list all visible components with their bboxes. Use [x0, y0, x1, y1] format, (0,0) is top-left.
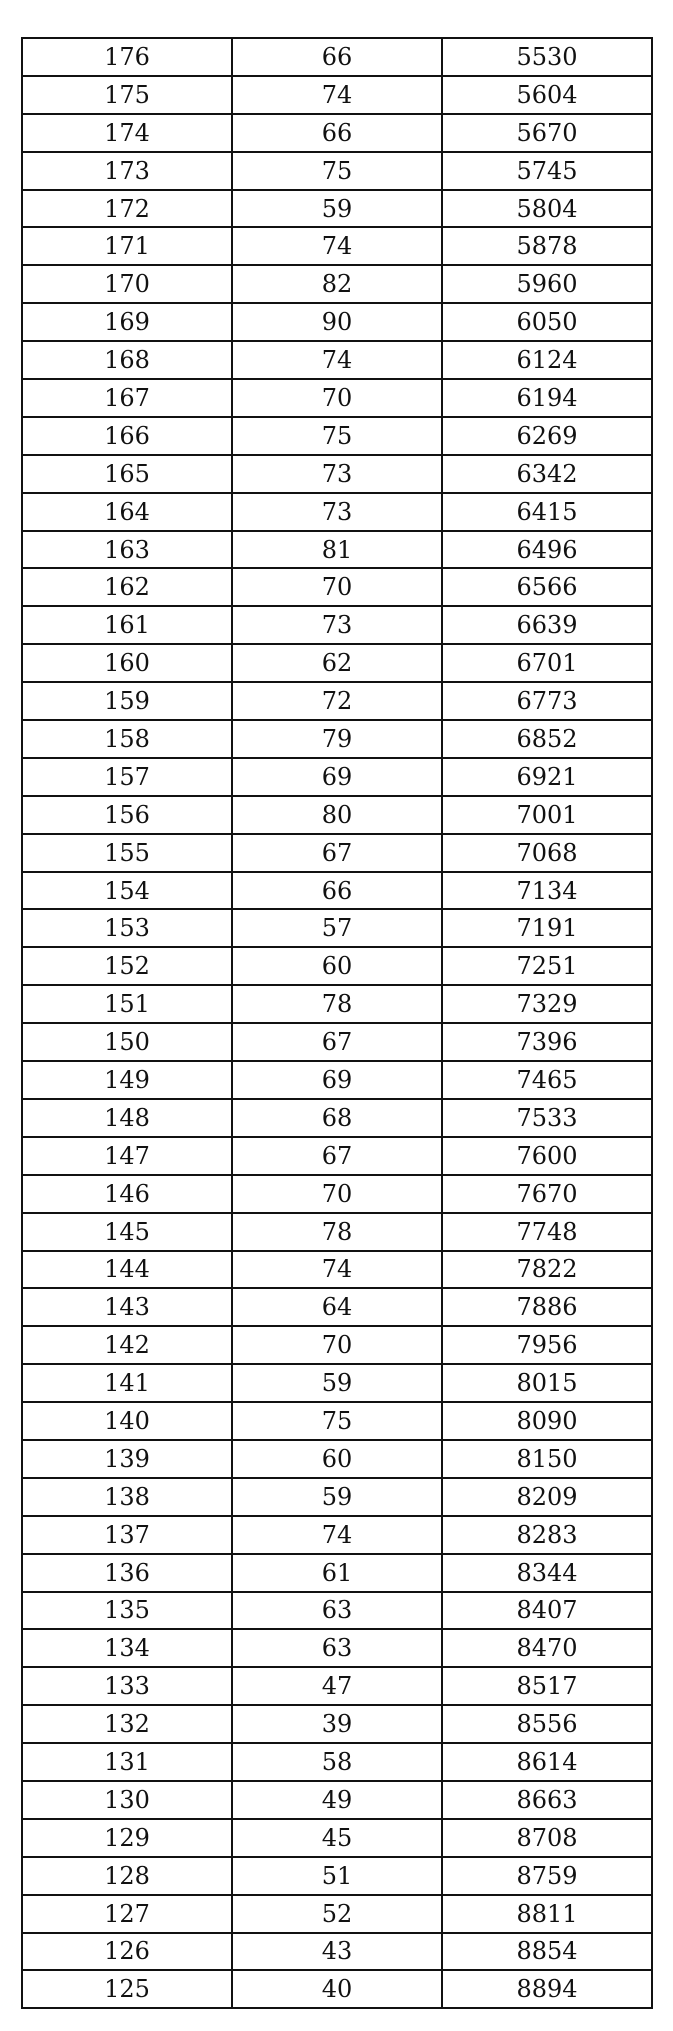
count-cell: 66 — [232, 114, 442, 152]
cumulative-cell: 8407 — [442, 1592, 652, 1630]
table-row — [22, 568, 652, 606]
score-cell: 161 — [22, 606, 232, 644]
table-row — [22, 1667, 652, 1705]
table-row — [22, 76, 652, 114]
cumulative-cell: 8209 — [442, 1478, 652, 1516]
score-cell: 160 — [22, 644, 232, 682]
cumulative-cell: 6342 — [442, 455, 652, 493]
count-cell: 70 — [232, 568, 442, 606]
count-cell: 70 — [232, 1175, 442, 1213]
count-cell: 74 — [232, 227, 442, 265]
score-cell: 156 — [22, 796, 232, 834]
table-row — [22, 1743, 652, 1781]
cumulative-cell: 8556 — [442, 1705, 652, 1743]
cumulative-cell: 8854 — [442, 1933, 652, 1971]
table-body — [22, 38, 652, 2008]
score-cell: 147 — [22, 1137, 232, 1175]
score-cell: 132 — [22, 1705, 232, 1743]
score-cell: 145 — [22, 1213, 232, 1251]
count-cell: 80 — [232, 796, 442, 834]
count-cell: 66 — [232, 872, 442, 910]
count-cell: 68 — [232, 1099, 442, 1137]
score-cell: 134 — [22, 1629, 232, 1667]
table-row — [22, 682, 652, 720]
count-cell: 62 — [232, 644, 442, 682]
table-row — [22, 1061, 652, 1099]
score-cell: 158 — [22, 720, 232, 758]
table-row — [22, 1137, 652, 1175]
cumulative-cell: 6194 — [442, 379, 652, 417]
table-row — [22, 1251, 652, 1289]
score-cell: 148 — [22, 1099, 232, 1137]
score-cell: 162 — [22, 568, 232, 606]
cumulative-cell: 5878 — [442, 227, 652, 265]
table-row — [22, 1819, 652, 1857]
score-cell: 143 — [22, 1288, 232, 1326]
table-row — [22, 417, 652, 455]
cumulative-cell: 7191 — [442, 909, 652, 947]
score-cell: 163 — [22, 531, 232, 569]
count-cell: 70 — [232, 379, 442, 417]
cumulative-cell: 7465 — [442, 1061, 652, 1099]
count-cell: 78 — [232, 1213, 442, 1251]
cumulative-cell: 7134 — [442, 872, 652, 910]
table-row — [22, 379, 652, 417]
table-row — [22, 1440, 652, 1478]
count-cell: 66 — [232, 38, 442, 76]
cumulative-cell: 7600 — [442, 1137, 652, 1175]
table-row — [22, 493, 652, 531]
count-cell: 49 — [232, 1781, 442, 1819]
table-row — [22, 872, 652, 910]
count-cell: 60 — [232, 947, 442, 985]
table-row — [22, 1516, 652, 1554]
cumulative-cell: 6639 — [442, 606, 652, 644]
score-cell: 173 — [22, 152, 232, 190]
count-cell: 73 — [232, 493, 442, 531]
cumulative-cell: 6124 — [442, 341, 652, 379]
cumulative-cell: 8614 — [442, 1743, 652, 1781]
score-cell: 141 — [22, 1364, 232, 1402]
score-cell: 135 — [22, 1592, 232, 1630]
cumulative-cell: 6773 — [442, 682, 652, 720]
count-cell: 74 — [232, 1516, 442, 1554]
score-cell: 151 — [22, 985, 232, 1023]
cumulative-cell: 6701 — [442, 644, 652, 682]
count-cell: 57 — [232, 909, 442, 947]
table-row — [22, 947, 652, 985]
score-cell: 153 — [22, 909, 232, 947]
cumulative-cell: 5804 — [442, 190, 652, 228]
table-row — [22, 190, 652, 228]
cumulative-cell: 7329 — [442, 985, 652, 1023]
score-cell: 142 — [22, 1326, 232, 1364]
count-cell: 67 — [232, 834, 442, 872]
cumulative-cell: 5960 — [442, 265, 652, 303]
count-cell: 90 — [232, 303, 442, 341]
count-cell: 78 — [232, 985, 442, 1023]
score-cell: 138 — [22, 1478, 232, 1516]
score-cell: 169 — [22, 303, 232, 341]
table-row — [22, 227, 652, 265]
cumulative-cell: 7251 — [442, 947, 652, 985]
count-cell: 73 — [232, 455, 442, 493]
cumulative-cell: 7748 — [442, 1213, 652, 1251]
cumulative-cell: 7886 — [442, 1288, 652, 1326]
count-cell: 43 — [232, 1933, 442, 1971]
table-row — [22, 455, 652, 493]
table-row — [22, 720, 652, 758]
count-cell: 40 — [232, 1970, 442, 2008]
score-cell: 125 — [22, 1970, 232, 2008]
score-cell: 159 — [22, 682, 232, 720]
cumulative-cell: 8150 — [442, 1440, 652, 1478]
table-row — [22, 1781, 652, 1819]
count-cell: 79 — [232, 720, 442, 758]
score-cell: 175 — [22, 76, 232, 114]
score-cell: 128 — [22, 1857, 232, 1895]
count-cell: 59 — [232, 190, 442, 228]
table-row — [22, 1326, 652, 1364]
score-cell: 152 — [22, 947, 232, 985]
table-row — [22, 1288, 652, 1326]
table-row — [22, 1099, 652, 1137]
table-row — [22, 985, 652, 1023]
table-row — [22, 531, 652, 569]
table-row — [22, 114, 652, 152]
count-cell: 63 — [232, 1592, 442, 1630]
table-row — [22, 1364, 652, 1402]
table-row — [22, 38, 652, 76]
score-cell: 139 — [22, 1440, 232, 1478]
score-cell: 126 — [22, 1933, 232, 1971]
count-cell: 74 — [232, 1251, 442, 1289]
table-row — [22, 1970, 652, 2008]
cumulative-cell: 7956 — [442, 1326, 652, 1364]
cumulative-cell: 8470 — [442, 1629, 652, 1667]
score-cell: 127 — [22, 1895, 232, 1933]
cumulative-cell: 8894 — [442, 1970, 652, 2008]
count-cell: 51 — [232, 1857, 442, 1895]
cumulative-cell: 6050 — [442, 303, 652, 341]
count-cell: 69 — [232, 758, 442, 796]
count-cell: 72 — [232, 682, 442, 720]
table-row — [22, 909, 652, 947]
table-row — [22, 758, 652, 796]
score-cell: 168 — [22, 341, 232, 379]
score-cell: 164 — [22, 493, 232, 531]
cumulative-cell: 7001 — [442, 796, 652, 834]
table-row — [22, 1705, 652, 1743]
score-cell: 149 — [22, 1061, 232, 1099]
count-cell: 74 — [232, 341, 442, 379]
cumulative-cell: 6921 — [442, 758, 652, 796]
count-cell: 81 — [232, 531, 442, 569]
cumulative-cell: 7068 — [442, 834, 652, 872]
cumulative-cell: 8015 — [442, 1364, 652, 1402]
table-row — [22, 606, 652, 644]
count-cell: 69 — [232, 1061, 442, 1099]
count-cell: 47 — [232, 1667, 442, 1705]
score-cell: 172 — [22, 190, 232, 228]
count-cell: 67 — [232, 1137, 442, 1175]
cumulative-cell: 8708 — [442, 1819, 652, 1857]
score-cell: 131 — [22, 1743, 232, 1781]
table-row — [22, 1629, 652, 1667]
cumulative-cell: 5604 — [442, 76, 652, 114]
score-cell: 155 — [22, 834, 232, 872]
table-row — [22, 834, 652, 872]
score-cell: 171 — [22, 227, 232, 265]
count-cell: 63 — [232, 1629, 442, 1667]
score-cell: 136 — [22, 1554, 232, 1592]
cumulative-cell: 6852 — [442, 720, 652, 758]
count-cell: 75 — [232, 152, 442, 190]
count-cell: 59 — [232, 1364, 442, 1402]
count-cell: 61 — [232, 1554, 442, 1592]
cumulative-cell: 7396 — [442, 1023, 652, 1061]
score-cell: 167 — [22, 379, 232, 417]
table-row — [22, 1933, 652, 1971]
score-cell: 137 — [22, 1516, 232, 1554]
score-cell: 144 — [22, 1251, 232, 1289]
score-cell: 170 — [22, 265, 232, 303]
count-cell: 58 — [232, 1743, 442, 1781]
table-row — [22, 265, 652, 303]
table-row — [22, 1213, 652, 1251]
table-row — [22, 1592, 652, 1630]
cumulative-cell: 7822 — [442, 1251, 652, 1289]
table-row — [22, 1402, 652, 1440]
count-cell: 82 — [232, 265, 442, 303]
count-cell: 52 — [232, 1895, 442, 1933]
count-cell: 60 — [232, 1440, 442, 1478]
table-row — [22, 303, 652, 341]
cumulative-cell: 7670 — [442, 1175, 652, 1213]
table-row — [22, 1554, 652, 1592]
score-cell: 174 — [22, 114, 232, 152]
cumulative-cell: 6566 — [442, 568, 652, 606]
cumulative-cell: 6269 — [442, 417, 652, 455]
score-cell: 133 — [22, 1667, 232, 1705]
cumulative-cell: 5745 — [442, 152, 652, 190]
table-row — [22, 1895, 652, 1933]
count-cell: 75 — [232, 1402, 442, 1440]
count-cell: 59 — [232, 1478, 442, 1516]
count-cell: 64 — [232, 1288, 442, 1326]
score-cell: 176 — [22, 38, 232, 76]
cumulative-cell: 5670 — [442, 114, 652, 152]
table-row — [22, 1023, 652, 1061]
score-cell: 129 — [22, 1819, 232, 1857]
count-cell: 75 — [232, 417, 442, 455]
score-cell: 150 — [22, 1023, 232, 1061]
score-cell: 140 — [22, 1402, 232, 1440]
cumulative-cell: 8811 — [442, 1895, 652, 1933]
score-cell: 165 — [22, 455, 232, 493]
score-distribution-table — [21, 37, 653, 2009]
cumulative-cell: 6415 — [442, 493, 652, 531]
count-cell: 67 — [232, 1023, 442, 1061]
cumulative-cell: 6496 — [442, 531, 652, 569]
table-row — [22, 1857, 652, 1895]
score-cell: 154 — [22, 872, 232, 910]
cumulative-cell: 5530 — [442, 38, 652, 76]
cumulative-cell: 8283 — [442, 1516, 652, 1554]
table-row — [22, 796, 652, 834]
count-cell: 39 — [232, 1705, 442, 1743]
cumulative-cell: 8344 — [442, 1554, 652, 1592]
table-row — [22, 1175, 652, 1213]
score-cell: 157 — [22, 758, 232, 796]
cumulative-cell: 8517 — [442, 1667, 652, 1705]
table-row — [22, 341, 652, 379]
count-cell: 45 — [232, 1819, 442, 1857]
cumulative-cell: 8090 — [442, 1402, 652, 1440]
count-cell: 70 — [232, 1326, 442, 1364]
cumulative-cell: 8663 — [442, 1781, 652, 1819]
count-cell: 74 — [232, 76, 442, 114]
table-row — [22, 644, 652, 682]
score-cell: 146 — [22, 1175, 232, 1213]
score-cell: 166 — [22, 417, 232, 455]
cumulative-cell: 7533 — [442, 1099, 652, 1137]
table-row — [22, 152, 652, 190]
count-cell: 73 — [232, 606, 442, 644]
cumulative-cell: 8759 — [442, 1857, 652, 1895]
score-cell: 130 — [22, 1781, 232, 1819]
table-row — [22, 1478, 652, 1516]
